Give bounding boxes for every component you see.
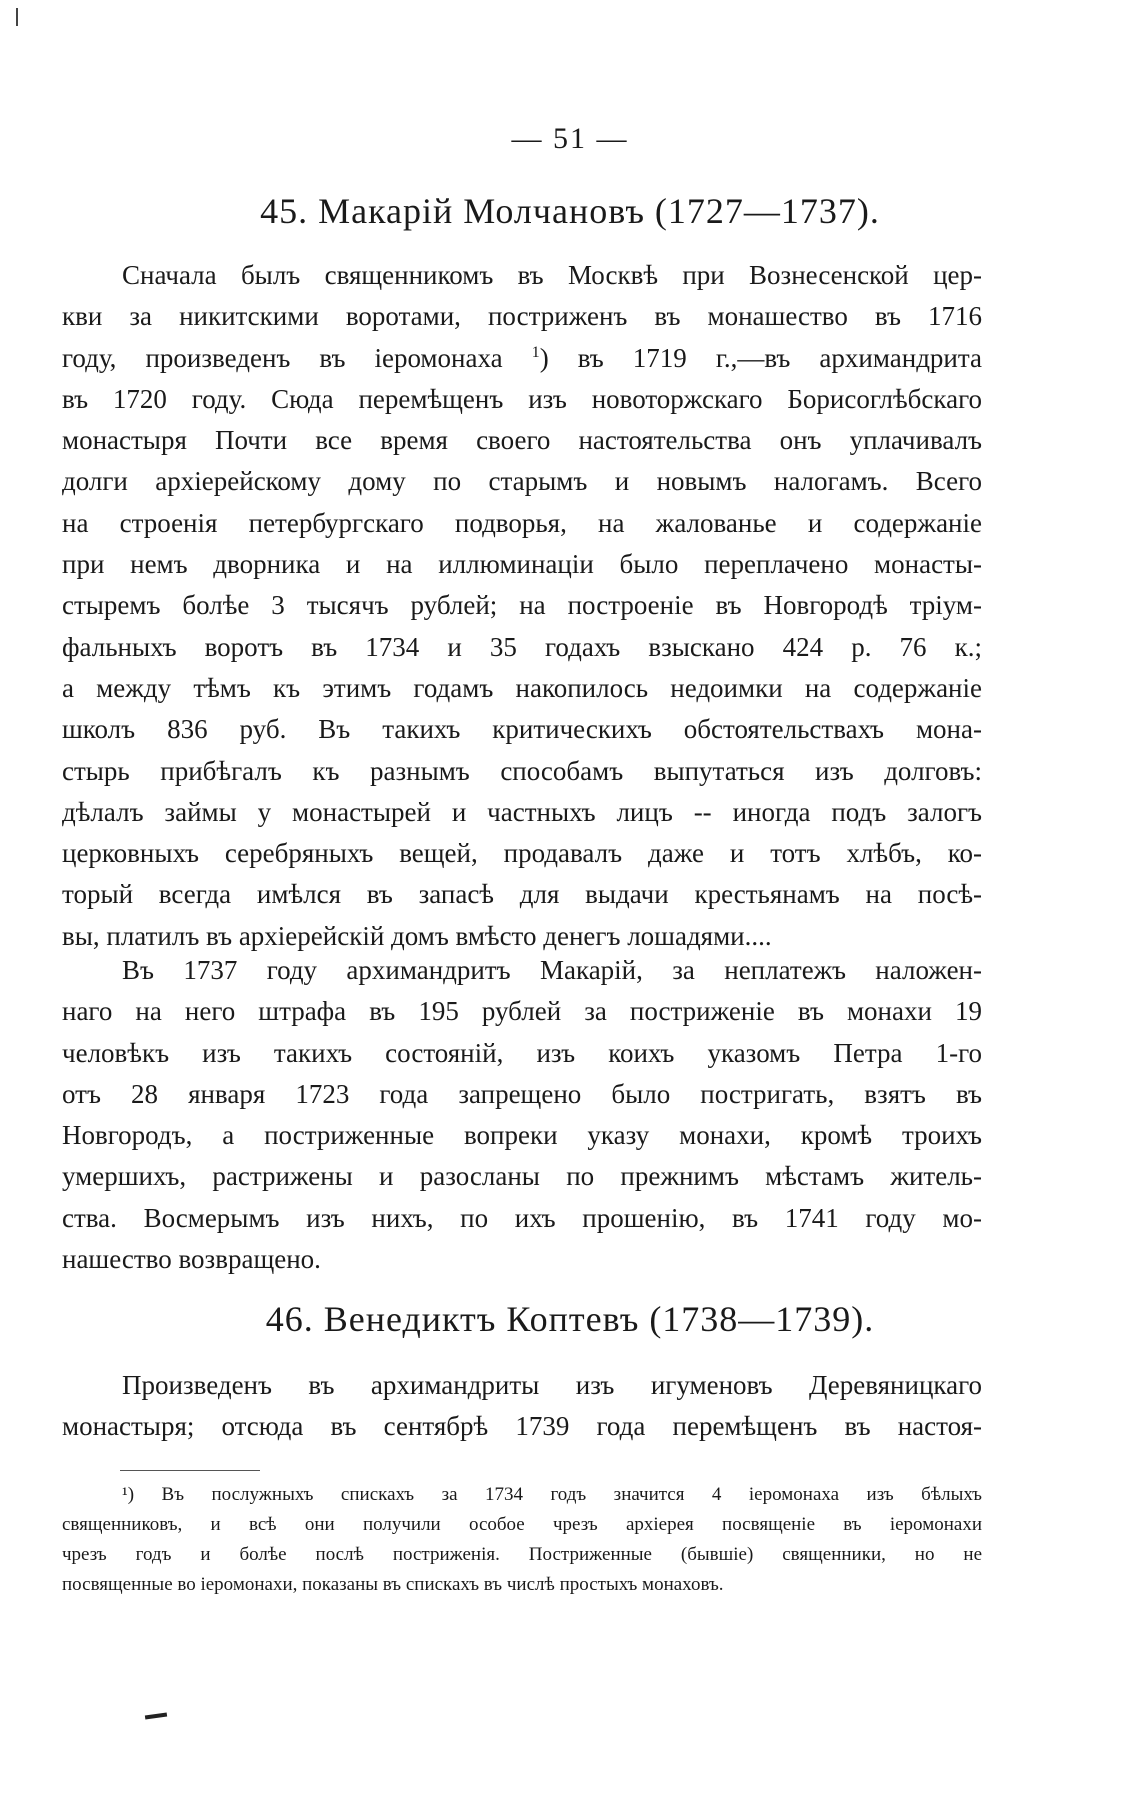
paragraph-makariy-1: [62, 255, 982, 957]
footnote-marker: ¹): [122, 1484, 135, 1505]
text-line: нашество возвращено.: [62, 1244, 321, 1275]
footnote-line: [62, 1480, 982, 1510]
text-line: вы, платилъ въ архіерейскій домъ вмѣсто денегъ лошадями....: [62, 920, 772, 951]
text-line: торый всегда имѣлся въ запасѣ для выдачи крестьянамъ на посѣ-: [62, 879, 982, 910]
text-line: на строенія петербургскаго подворья, на жалованье и содержаніе: [62, 507, 982, 538]
scan-edge-mark: [16, 8, 18, 26]
text-line: Новгородъ, а постриженные вопреки указу монахи, кромѣ троихъ: [62, 1120, 982, 1151]
text-line: отъ 28 января 1723 года запрещено было постригать, взятъ въ: [62, 1078, 982, 1109]
text-line: Въ 1737 году архимандритъ Макарій, за неплатежъ наложен-: [122, 955, 982, 985]
section-heading-46: 46. Венедиктъ Коптевъ (1738—1739).: [265, 1299, 875, 1339]
text-line: Произведенъ въ архимандриты изъ игуменовъ Деревяницкаго: [122, 1370, 982, 1400]
footnote-line: посвященные во іеромонахи, показаны въ спискахъ въ числѣ простыхъ монаховъ.: [62, 1574, 724, 1595]
text-line: церковныхъ серебряныхъ вещей, продавалъ даже и тотъ хлѣбъ, ко-: [62, 838, 982, 869]
text-line: наго на него штрафа въ 195 рублей за постриженіе въ монахи 19: [62, 996, 982, 1027]
text-line: въ 1720 году. Сюда перемѣщенъ изъ новоторжскаго Борисоглѣбскаго: [62, 383, 982, 414]
paragraph-makariy-2: [62, 950, 982, 1280]
section-heading-45: 45. Макарій Молчановъ (1727—1737).: [260, 191, 880, 231]
text-line: Сначала былъ священникомъ въ Москвѣ при Вознесенской цер-: [122, 260, 982, 290]
text-line: фальныхъ воротъ въ 1734 и 35 годахъ взыскано 424 р. 76 к.;: [62, 631, 982, 662]
paragraph-venedikt-1: [62, 1365, 982, 1448]
text-line: умершихъ, растрижены и разосланы по прежнимъ мѣстамъ житель-: [62, 1161, 982, 1192]
text-line: при немъ дворника и на иллюминаціи было переплачено монасты-: [62, 549, 982, 580]
text-line: монастыря; отсюда въ сентябрѣ 1739 года перемѣщенъ въ настоя-: [62, 1411, 982, 1442]
text-line: школъ 836 руб. Въ такихъ критическихъ обстоятельствахъ мона-: [62, 714, 982, 745]
text-line: а между тѣмъ къ этимъ годамъ накопилось недоимки на содержаніе: [62, 672, 982, 703]
text-line: человѣкъ изъ такихъ состояній, изъ коихъ указомъ Петра 1-го: [62, 1037, 982, 1068]
footnote-reference: 1: [531, 342, 540, 361]
text-line-with-footnote-ref: [62, 338, 982, 379]
text-line: кви за никитскими воротами, постриженъ въ монашество въ 1716: [62, 301, 982, 332]
text-line: ства. Восмерымъ изъ нихъ, по ихъ прошенію, въ 1741 году мо-: [62, 1202, 982, 1233]
footnote-text: Въ послужныхъ спискахъ за 1734 годъ значится 4 іеромонаха изъ бѣлыхъ: [161, 1484, 982, 1505]
ink-mark: [145, 1712, 167, 1719]
page-number: — 51 —: [511, 122, 629, 155]
footnote-divider: [120, 1470, 260, 1471]
text-line-part: году, произведенъ въ іеромонаха: [62, 342, 503, 373]
text-line: дѣлалъ займы у монастырей и частныхъ лицъ -- иногда подъ залогъ: [62, 796, 982, 827]
text-line: стыремъ болѣе 3 тысячъ рублей; на построеніе въ Новгородѣ тріум-: [62, 590, 982, 621]
footnote: [62, 1480, 982, 1600]
text-line: долги архіерейскому дому по старымъ и новымъ налогамъ. Всего: [62, 466, 982, 497]
text-line-part: ) въ 1719 г.,—въ архимандрита: [539, 342, 982, 373]
footnote-line: чрезъ годъ и болѣе послѣ постриженія. Постриженные (бывшіе) священники, но не: [62, 1544, 982, 1565]
footnote-line: священниковъ, и всѣ они получили особое чрезъ архіерея посвященіе въ іеромонахи: [62, 1514, 982, 1535]
text-line: стырь прибѣгалъ къ разнымъ способамъ выпутаться изъ долговъ:: [62, 755, 982, 786]
text-line: монастыря Почти все время своего настоятельства онъ уплачивалъ: [62, 425, 982, 456]
